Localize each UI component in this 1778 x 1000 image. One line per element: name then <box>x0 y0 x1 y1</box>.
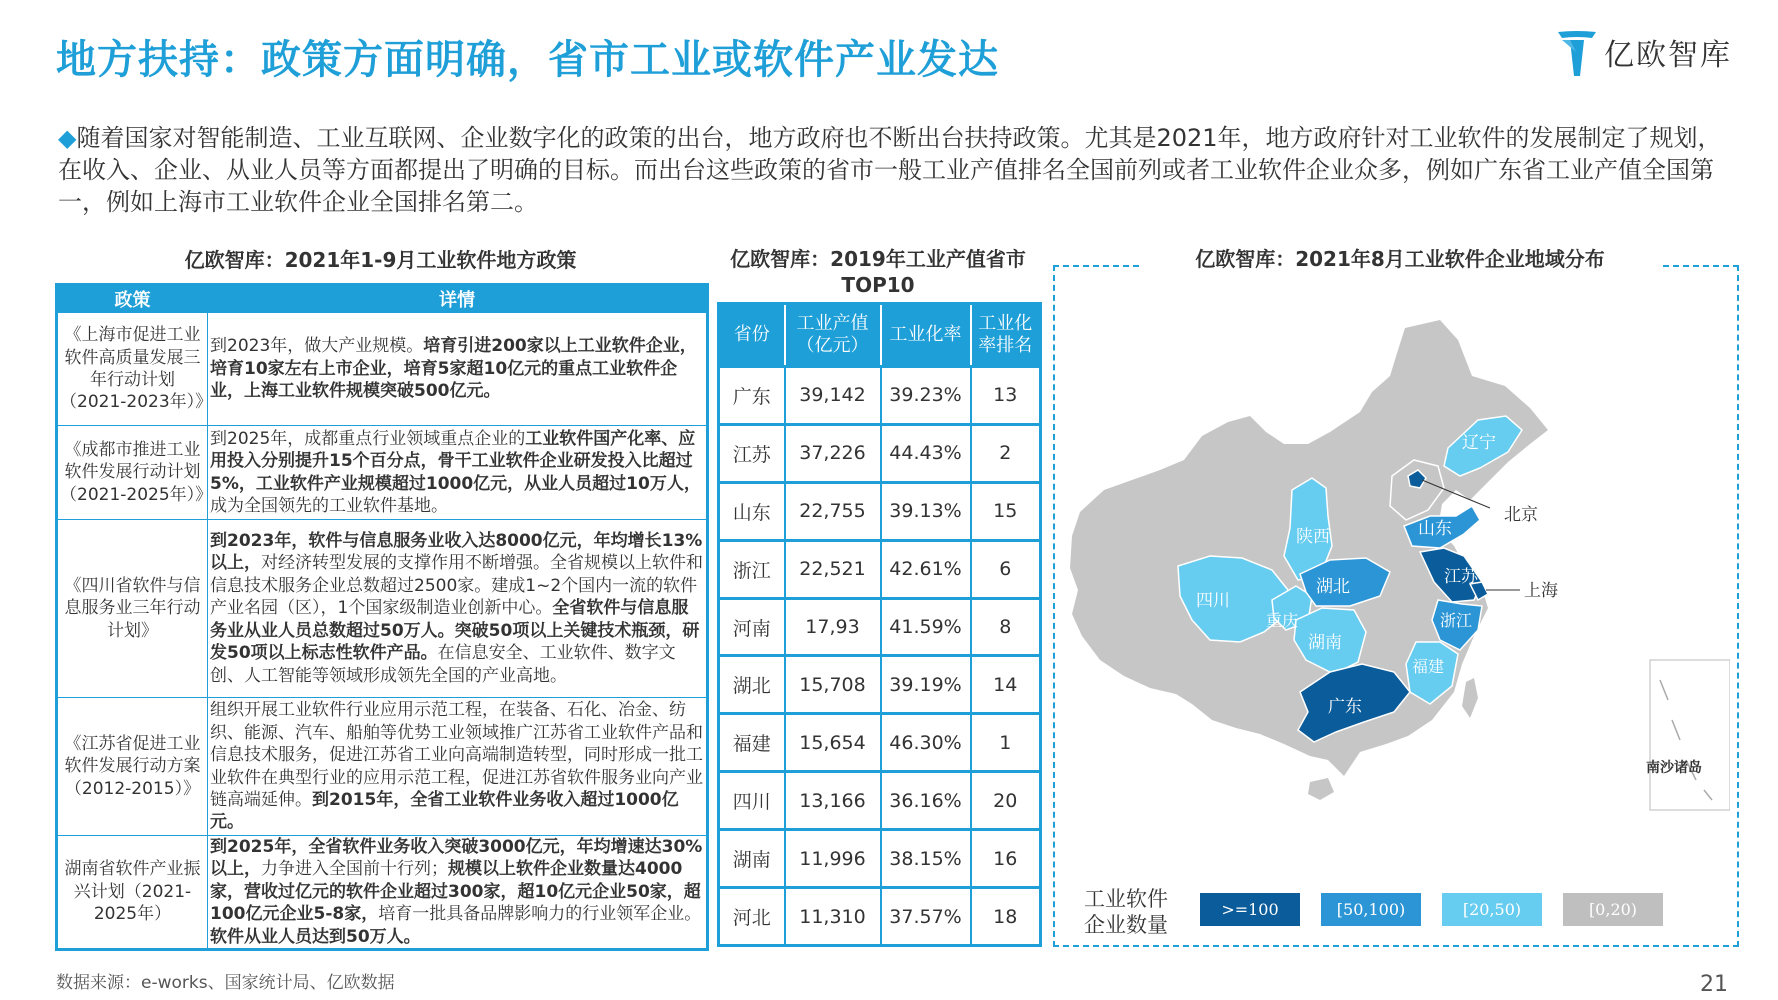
cell-rate: 39.19% <box>881 656 971 714</box>
cell-output: 15,708 <box>785 656 881 714</box>
cell-rank: 2 <box>971 424 1041 482</box>
legend-item-0-20: [0,20) <box>1563 893 1663 926</box>
detail-text: 在信息安全、工业软件、数字文创、人工智能等领域形成领先全国的产业高地。 <box>210 643 676 686</box>
cell-output: 39,142 <box>785 367 881 425</box>
policy-detail <box>208 520 708 698</box>
table-row <box>719 714 1041 772</box>
cell-rank: 6 <box>971 540 1041 598</box>
map-label-beijing: 北京 <box>1504 505 1538 525</box>
top10-header-row <box>719 304 1041 367</box>
cell-rank: 8 <box>971 598 1041 656</box>
cell-rank: 14 <box>971 656 1041 714</box>
map-label-shanghai: 上海 <box>1524 581 1558 601</box>
cell-rank: 1 <box>971 714 1041 772</box>
map-label-nansha: 南沙诸岛 <box>1646 760 1702 776</box>
detail-text: 到2023年，做大产业规模。 <box>210 336 424 357</box>
detail-text: 成为全国领先的工业软件基地。 <box>210 495 448 516</box>
cell-output: 37,226 <box>785 424 881 482</box>
map-label-sichuan: 四川 <box>1196 591 1230 611</box>
map-island-taiwan <box>1462 678 1478 718</box>
cell-output: 13,166 <box>785 772 881 830</box>
page-number: 21 <box>1700 972 1728 997</box>
column-header-policy: 政策 <box>57 285 208 313</box>
cell-province: 浙江 <box>719 540 785 598</box>
table-row <box>719 772 1041 830</box>
cell-rate: 36.16% <box>881 772 971 830</box>
table-row <box>719 830 1041 888</box>
cell-output: 11,996 <box>785 830 881 888</box>
table-row <box>57 698 708 836</box>
legend-item-20-50: [20,50) <box>1442 893 1542 926</box>
cell-output: 11,310 <box>785 888 881 946</box>
cell-province: 福建 <box>719 714 785 772</box>
detail-text: 组织开展工业软件行业应用示范工程，在装备、石化、冶金、纺织、能源、汽车、船舶等优势工业领域推广江苏省工业软件产品和信息技术服务，促进江苏省工业向高端制造转型，同时形成一批工业软件在典型行业的应用示范工程，促进江苏省软件服务业向产业链高端延伸。 <box>210 700 703 810</box>
detail-text: 对经济转型发展的支撑作用不断增强。全省规模以上软件和信息技术服务企业总数超过2500家。建成1~2个国内一流的软件产业名园（区），1个国家级制造业创新中心。 <box>210 553 703 619</box>
cell-output: 17,93 <box>785 598 881 656</box>
policy-detail <box>208 426 708 520</box>
table-row <box>719 367 1041 425</box>
map-label-hubei: 湖北 <box>1316 577 1350 597</box>
policy-detail <box>208 836 708 950</box>
top10-table-caption: 亿欧智库：2019年工业产值省市TOP10 <box>730 247 1026 297</box>
cell-rank: 13 <box>971 367 1041 425</box>
cell-rate: 39.13% <box>881 482 971 540</box>
map-label-chongqing: 重庆 <box>1266 611 1299 630</box>
map-label-jiangsu <box>1444 567 1479 587</box>
table-row <box>719 888 1041 946</box>
cell-output: 22,521 <box>785 540 881 598</box>
map-caption: 亿欧智库：2021年8月工业软件企业地域分布 <box>1195 247 1605 271</box>
table-row <box>57 836 708 950</box>
table-row <box>57 426 708 520</box>
legend-item-100-plus: >=100 <box>1200 893 1300 926</box>
table-row <box>57 520 708 698</box>
detail-bold-text: 到2023年，软件与信息服务业收入达8000亿元，年均增长13%以上， <box>210 531 703 574</box>
column-header-rate: 工业化率 <box>881 304 971 367</box>
south-sea-dashline <box>1660 680 1712 800</box>
legend-title: 工业软件企业数量 <box>1084 887 1168 937</box>
policy-name: 《上海市促进工业软件高质量发展三年行动计划（2021-2023年）》 <box>57 313 208 426</box>
cell-rank: 20 <box>971 772 1041 830</box>
map-label-zhejiang: 浙江 <box>1440 611 1473 630</box>
cell-province: 湖南 <box>719 830 785 888</box>
logo-mark-icon <box>1556 26 1598 78</box>
policy-detail <box>208 313 708 426</box>
cell-province: 广东 <box>719 367 785 425</box>
cell-province: 江苏 <box>719 424 785 482</box>
logo-text: 亿欧智库 <box>1604 38 1732 73</box>
brand-logo <box>1556 26 1732 78</box>
column-header-output: 工业产值（亿元） <box>785 304 881 367</box>
policy-name: 湖南省软件产业振兴计划（2021-2025年） <box>57 836 208 950</box>
detail-text: 到2025年，成都重点行业领域重点企业的 <box>210 428 526 449</box>
detail-bold-text: 规模以上软件企业数量达4000家，营收过亿元的软件企业超过300家，超10亿元企业50家，超100亿元企业5-8家， <box>210 859 701 925</box>
table-row <box>719 482 1041 540</box>
data-source: 数据来源：e-works、国家统计局、亿欧数据 <box>56 973 395 993</box>
map-label-liaoning: 辽宁 <box>1462 433 1496 453</box>
cell-output: 15,654 <box>785 714 881 772</box>
cell-rate: 44.43% <box>881 424 971 482</box>
intro-text: 随着国家对智能制造、工业互联网、企业数字化的政策的出台，地方政府也不断出台扶持政策。尤其是2021年，地方政府针对工业软件的发展制定了规划，在收入、企业、从业人员等方面都提出了明确的目标。而出台这些政策的省市一般工业产值排名全国前列或者工业软件企业众多，例如广东省工业产值全国第一，例如上海市工业软件企业全国排名第二。 <box>58 124 1722 216</box>
cell-rate: 46.30% <box>881 714 971 772</box>
policy-name: 《江苏省促进工业软件发展行动方案（2012-2015）》 <box>57 698 208 836</box>
cell-province: 四川 <box>719 772 785 830</box>
policy-name: 《四川省软件与信息服务业三年行动计划》 <box>57 520 208 698</box>
column-header-province: 省份 <box>719 304 785 367</box>
detail-bold-text: 到2015年，全省工业软件业务收入超过1000亿元。 <box>210 789 679 833</box>
table-row <box>719 598 1041 656</box>
cell-province: 湖北 <box>719 656 785 714</box>
bullet-diamond-icon: ◆ <box>58 124 77 152</box>
detail-bold-text: 全省软件与信息服务业从业人员总数超过50万人。突破50项以上关键技术瓶颈，研发50项以上标志性软件产品。 <box>210 598 700 664</box>
detail-bold-text: 培育引进200家以上工业软件企业，培育10家左右上市企业，培育5家超10亿元的重点工业软件企业，上海工业软件规模突破500亿元。 <box>210 336 697 402</box>
map-label-shaanxi: 陕西 <box>1296 527 1330 547</box>
table-row <box>719 656 1041 714</box>
cell-rate: 38.15% <box>881 830 971 888</box>
column-header-detail: 详情 <box>208 285 708 313</box>
cell-output: 22,755 <box>785 482 881 540</box>
cell-province: 山东 <box>719 482 785 540</box>
policy-name: 《成都市推进工业软件发展行动计划（2021-2025年）》 <box>57 426 208 520</box>
detail-bold-text: 到2025年，全省软件业务收入突破3000亿元，年均增速达30%以上， <box>210 837 703 880</box>
cell-rank: 15 <box>971 482 1041 540</box>
cell-province: 河北 <box>719 888 785 946</box>
detail-text: 力争进入全国前十行列； <box>261 859 448 880</box>
legend-item-50-100: [50,100) <box>1321 893 1421 926</box>
map-label-jiangsu-text: 江苏 <box>1444 567 1478 587</box>
policy-table <box>55 283 709 951</box>
policy-table-caption: 亿欧智库：2021年1-9月工业软件地方政策 <box>184 248 577 272</box>
cell-rate: 39.23% <box>881 367 971 425</box>
table-row <box>719 424 1041 482</box>
south-sea-inset <box>1650 660 1730 810</box>
cell-rate: 41.59% <box>881 598 971 656</box>
map-label-hunan: 湖南 <box>1308 633 1342 653</box>
detail-bold-text: 工业软件国产化率、应用投入分别提升15个百分点，骨干工业软件企业研发投入比超过5%，工业软件产业规模超过1000亿元，从业人员超过10万人， <box>210 428 701 494</box>
cell-rank: 16 <box>971 830 1041 888</box>
cell-rate: 37.57% <box>881 888 971 946</box>
top10-table <box>717 302 1042 947</box>
policy-header-row <box>57 285 708 313</box>
cell-rate: 42.61% <box>881 540 971 598</box>
map-island-hainan <box>1308 778 1334 800</box>
page-title: 地方扶持：政策方面明确，省市工业或软件产业发达 <box>56 37 999 83</box>
map-label-shandong: 山东 <box>1418 519 1452 539</box>
map-label-guangdong: 广东 <box>1328 697 1362 717</box>
detail-text: 培育一批具备品牌影响力的行业领军企业。 <box>378 904 702 925</box>
cell-rank: 18 <box>971 888 1041 946</box>
intro-paragraph <box>58 122 1738 218</box>
policy-detail <box>208 698 708 836</box>
column-header-rank: 工业化率排名 <box>971 304 1041 367</box>
map-label-fujian: 福建 <box>1412 657 1445 676</box>
detail-bold-text: 软件从业人员达到50万人。 <box>210 926 421 947</box>
table-row <box>719 540 1041 598</box>
cell-province: 河南 <box>719 598 785 656</box>
table-row <box>57 313 708 426</box>
china-distribution-map <box>1060 320 1730 880</box>
